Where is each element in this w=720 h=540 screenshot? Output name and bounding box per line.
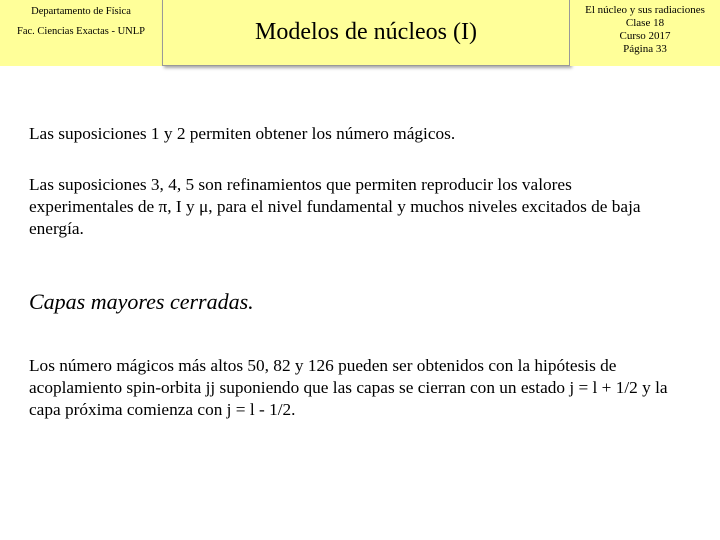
department-label: Departamento de Física <box>31 6 131 17</box>
section-heading: Capas mayores cerradas. <box>29 289 254 314</box>
paragraph-3: Los número mágicos más altos 50, 82 y 126 pueden ser obtenidos con la hipótesis de acoplamiento spin-orbita jj suponiendo que las capas se cierran con un estado j = l + 1/2 y la capa próxima comienza con j = l - 1/2. <box>29 356 668 420</box>
paragraph-1: Las suposiciones 1 y 2 permiten obtener los número mágicos. <box>29 124 456 143</box>
header-left-box <box>0 0 162 66</box>
header-right-box <box>570 0 720 66</box>
page-title: Modelos de núcleos (I) <box>255 19 477 45</box>
course-name-label: El núcleo y sus radiaciones <box>585 4 705 16</box>
paragraph-2: Las suposiciones 3, 4, 5 son refinamientos que permiten reproducir los valores experimentales de π, I y μ, para el nivel fundamental y muchos niveles excitados de baja energía. <box>29 175 641 239</box>
page-number-label: Página 33 <box>623 42 667 55</box>
faculty-label: Fac. Ciencias Exactas - UNLP <box>16 26 145 38</box>
header-title-box <box>162 0 570 66</box>
course-year-label: Curso 2017 <box>619 29 671 42</box>
class-number-label: Clase 18 <box>625 16 665 29</box>
